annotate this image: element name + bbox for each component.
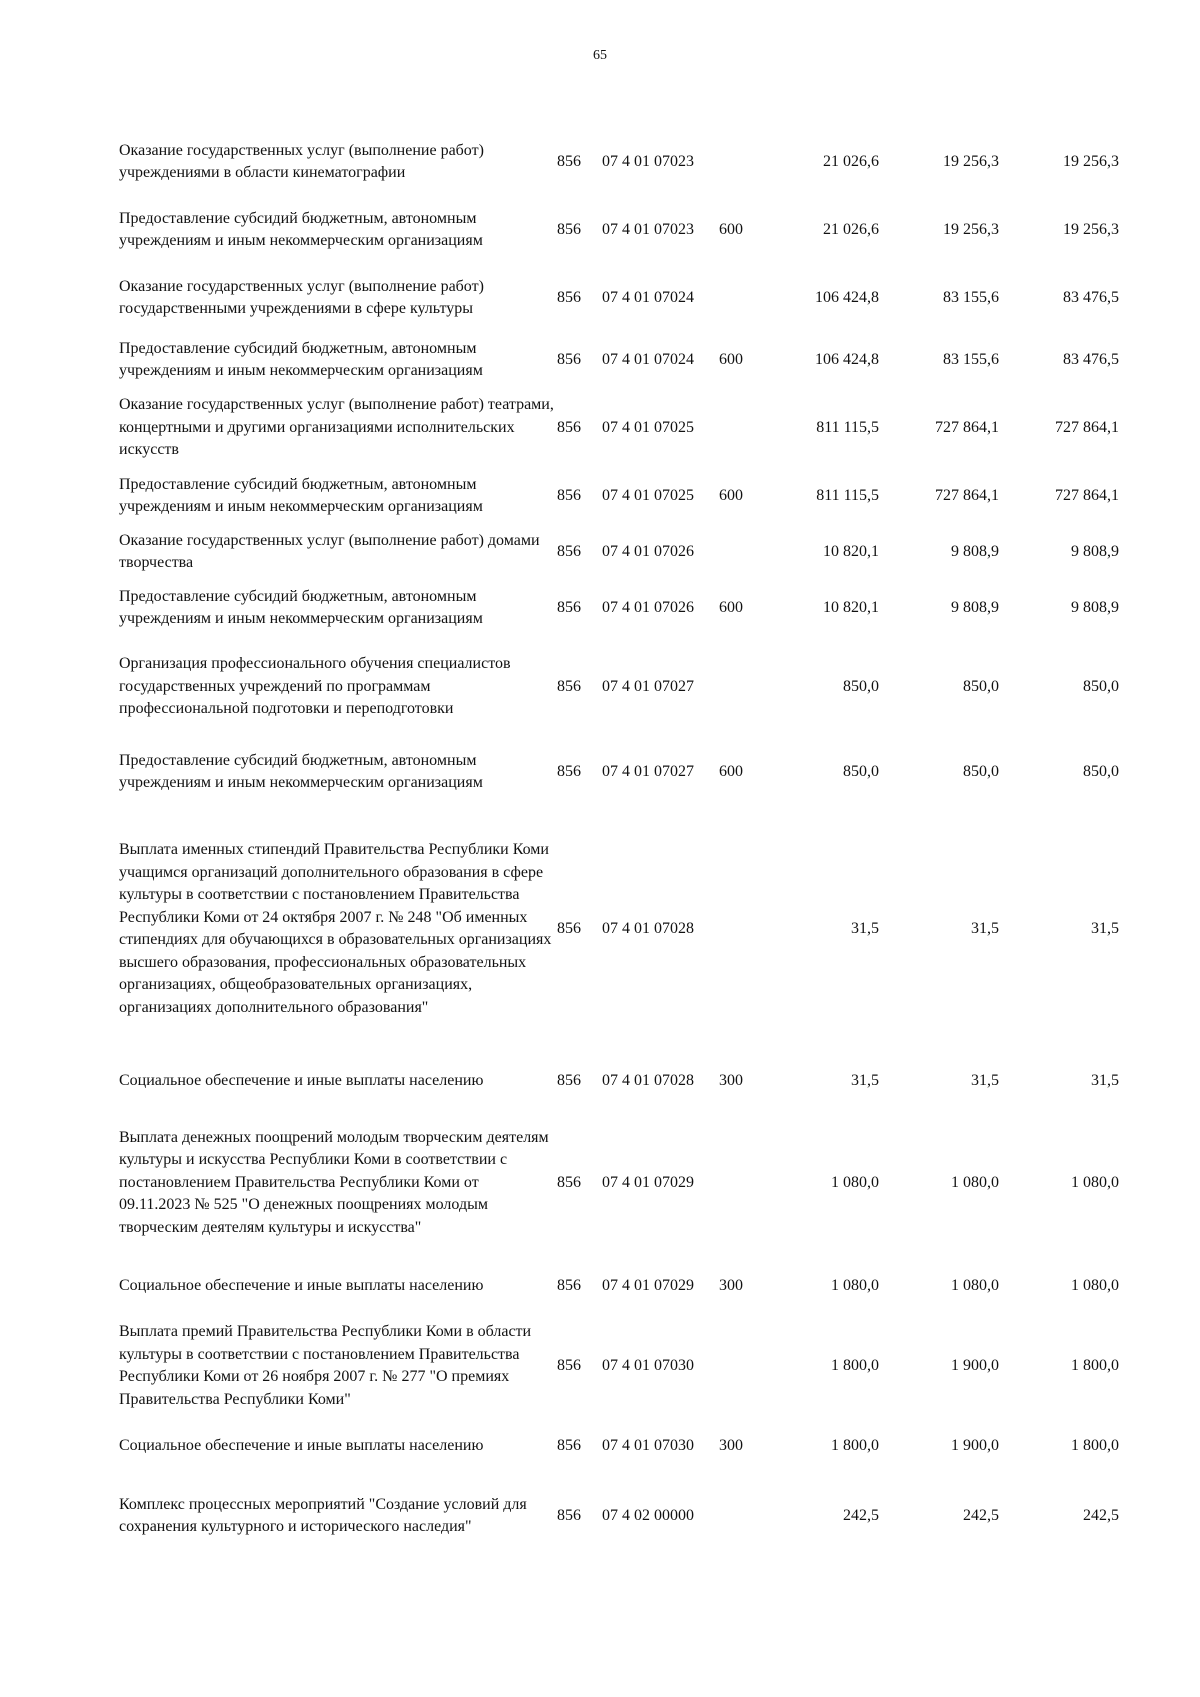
row-sum-1: 31,5 <box>851 1071 879 1089</box>
row-name: Предоставление субсидий бюджетным, автономным учреждениям и иным некоммерческим организациям <box>119 751 483 791</box>
row-gr-code: 856 <box>557 152 581 170</box>
row-sum-1: 850,0 <box>843 677 879 695</box>
table-row <box>119 1110 1119 1256</box>
row-csr-code: 07 4 01 07026 <box>602 598 694 616</box>
row-gr-code: 856 <box>557 288 581 306</box>
row-gr-code: 856 <box>557 418 581 436</box>
table-row <box>119 1316 1119 1416</box>
row-sum-1: 1 080,0 <box>831 1173 879 1191</box>
table-row <box>119 580 1119 636</box>
row-name: Выплата именных стипендий Правительства Республики Коми учащимся организаций дополнительного образования в сфере культуры в соответствии с постановлением Правительства Республики Коми от 24 октября 2007 г. № 248 "Об именных стипендиях для обучающихся в образовательных организациях высшего образования, профессиональных образовательных организациях, общеобразовательных организациях, организациях дополнительного образования" <box>119 841 552 1016</box>
row-sum-1: 850,0 <box>843 762 879 780</box>
row-sum-3: 850,0 <box>1083 762 1119 780</box>
row-sum-1: 811 115,5 <box>816 486 879 504</box>
row-gr-code: 856 <box>557 598 581 616</box>
row-sum-1: 21 026,6 <box>823 152 879 170</box>
table-row <box>119 264 1119 332</box>
row-sum-1: 811 115,5 <box>816 418 879 436</box>
row-gr-code: 856 <box>557 677 581 695</box>
row-name: Оказание государственных услуг (выполнение работ) учреждениями в области кинематографии <box>119 141 484 181</box>
row-sum-2: 19 256,3 <box>943 152 999 170</box>
row-gr-code: 856 <box>557 1436 581 1454</box>
row-csr-code: 07 4 01 07023 <box>602 152 694 170</box>
row-sum-2: 727 864,1 <box>935 486 999 504</box>
table-row <box>119 524 1119 580</box>
row-gr-code: 856 <box>557 350 581 368</box>
table-row <box>119 1052 1119 1110</box>
row-sum-3: 1 080,0 <box>1071 1276 1119 1294</box>
row-csr-code: 07 4 01 07030 <box>602 1436 694 1454</box>
row-name: Выплата премий Правительства Республики Коми в области культуры в соответствии с постановлением Правительства Республики Коми от 26 ноября 2007 г. № 277 "О премиях Правительства Республики Коми" <box>119 1323 532 1408</box>
table-row <box>119 388 1119 468</box>
row-sum-1: 21 026,6 <box>823 220 879 238</box>
row-sum-2: 9 808,9 <box>951 542 999 560</box>
row-sum-3: 19 256,3 <box>1063 152 1119 170</box>
row-gr-code: 856 <box>557 1173 581 1191</box>
row-gr-code: 856 <box>557 220 581 238</box>
row-sum-3: 1 080,0 <box>1071 1173 1119 1191</box>
row-vr-code: 300 <box>719 1276 743 1294</box>
row-sum-3: 83 476,5 <box>1063 350 1119 368</box>
row-sum-3: 19 256,3 <box>1063 220 1119 238</box>
row-sum-3: 850,0 <box>1083 677 1119 695</box>
row-vr-code: 600 <box>719 598 743 616</box>
row-sum-2: 31,5 <box>971 1071 999 1089</box>
row-vr-code: 600 <box>719 220 743 238</box>
row-name: Социальное обеспечение и иные выплаты населению <box>119 1276 484 1294</box>
row-sum-2: 850,0 <box>963 762 999 780</box>
table-row <box>119 128 1119 196</box>
row-gr-code: 856 <box>557 1276 581 1294</box>
row-vr-code: 600 <box>719 350 743 368</box>
row-sum-2: 83 155,6 <box>943 288 999 306</box>
row-gr-code: 856 <box>557 1071 581 1089</box>
row-csr-code: 07 4 01 07025 <box>602 486 694 504</box>
row-sum-2: 19 256,3 <box>943 220 999 238</box>
row-sum-3: 31,5 <box>1091 919 1119 937</box>
row-sum-3: 9 808,9 <box>1071 598 1119 616</box>
row-sum-1: 1 080,0 <box>831 1276 879 1294</box>
row-sum-3: 727 864,1 <box>1055 486 1119 504</box>
row-sum-3: 727 864,1 <box>1055 418 1119 436</box>
table-row <box>119 468 1119 524</box>
row-name: Оказание государственных услуг (выполнение работ) государственными учреждениями в сфере культуры <box>119 277 484 317</box>
row-sum-1: 106 424,8 <box>815 288 879 306</box>
row-csr-code: 07 4 01 07027 <box>602 762 694 780</box>
row-sum-2: 727 864,1 <box>935 418 999 436</box>
row-csr-code: 07 4 01 07024 <box>602 288 694 306</box>
table-row <box>119 636 1119 738</box>
row-sum-1: 31,5 <box>851 919 879 937</box>
row-sum-3: 83 476,5 <box>1063 288 1119 306</box>
row-name: Оказание государственных услуг (выполнение работ) театрами, концертными и другими организациями исполнительских искусств <box>119 396 554 459</box>
row-name: Предоставление субсидий бюджетным, автономным учреждениям и иным некоммерческим организациям <box>119 339 483 379</box>
row-sum-2: 31,5 <box>971 919 999 937</box>
table-row <box>119 1256 1119 1316</box>
row-sum-2: 1 900,0 <box>951 1436 999 1454</box>
row-sum-2: 242,5 <box>963 1506 999 1524</box>
row-csr-code: 07 4 01 07030 <box>602 1356 694 1374</box>
row-sum-1: 242,5 <box>843 1506 879 1524</box>
row-sum-2: 1 080,0 <box>951 1173 999 1191</box>
row-vr-code: 300 <box>719 1071 743 1089</box>
table-row <box>119 1416 1119 1476</box>
row-sum-3: 242,5 <box>1083 1506 1119 1524</box>
table-row <box>119 332 1119 388</box>
budget-table <box>119 128 1119 1556</box>
row-sum-3: 31,5 <box>1091 1071 1119 1089</box>
row-sum-1: 1 800,0 <box>831 1356 879 1374</box>
row-gr-code: 856 <box>557 919 581 937</box>
row-name: Предоставление субсидий бюджетным, автономным учреждениям и иным некоммерческим организациям <box>119 475 483 515</box>
row-sum-2: 850,0 <box>963 677 999 695</box>
row-csr-code: 07 4 01 07024 <box>602 350 694 368</box>
row-sum-2: 83 155,6 <box>943 350 999 368</box>
row-csr-code: 07 4 01 07029 <box>602 1173 694 1191</box>
row-sum-2: 1 900,0 <box>951 1356 999 1374</box>
row-gr-code: 856 <box>557 542 581 560</box>
row-gr-code: 856 <box>557 486 581 504</box>
row-csr-code: 07 4 01 07027 <box>602 677 694 695</box>
row-name: Предоставление субсидий бюджетным, автономным учреждениям и иным некоммерческим организациям <box>119 209 483 249</box>
table-row <box>119 1476 1119 1556</box>
row-csr-code: 07 4 01 07029 <box>602 1276 694 1294</box>
page-number: 65 <box>593 48 607 63</box>
row-name: Организация профессионального обучения специалистов государственных учреждений по программам профессиональной подготовки и переподготовки <box>119 655 511 718</box>
row-vr-code: 600 <box>719 486 743 504</box>
row-csr-code: 07 4 01 07028 <box>602 1071 694 1089</box>
row-sum-1: 10 820,1 <box>823 542 879 560</box>
row-gr-code: 856 <box>557 1356 581 1374</box>
table-row <box>119 196 1119 264</box>
row-csr-code: 07 4 01 07028 <box>602 919 694 937</box>
row-name: Выплата денежных поощрений молодым творческим деятелям культуры и искусства Республики Коми в соответствии с постановлением Правительства Республики Коми от 09.11.2023 № 525 "О денежных поощрениях молодым творческим деятелям культуры и искусства" <box>119 1128 549 1236</box>
row-sum-3: 9 808,9 <box>1071 542 1119 560</box>
row-csr-code: 07 4 02 00000 <box>602 1506 694 1524</box>
row-sum-2: 1 080,0 <box>951 1276 999 1294</box>
row-sum-1: 106 424,8 <box>815 350 879 368</box>
row-sum-1: 10 820,1 <box>823 598 879 616</box>
table-row <box>119 806 1119 1052</box>
row-name: Предоставление субсидий бюджетным, автономным учреждениям и иным некоммерческим организациям <box>119 587 483 627</box>
row-sum-3: 1 800,0 <box>1071 1436 1119 1454</box>
row-csr-code: 07 4 01 07026 <box>602 542 694 560</box>
row-sum-3: 1 800,0 <box>1071 1356 1119 1374</box>
table-row <box>119 738 1119 806</box>
row-name: Комплекс процессных мероприятий "Создание условий для сохранения культурного и исторического наследия" <box>119 1495 527 1535</box>
row-name: Социальное обеспечение и иные выплаты населению <box>119 1071 484 1089</box>
row-name: Оказание государственных услуг (выполнение работ) домами творчества <box>119 531 540 571</box>
row-vr-code: 600 <box>719 762 743 780</box>
row-csr-code: 07 4 01 07025 <box>602 418 694 436</box>
row-name: Социальное обеспечение и иные выплаты населению <box>119 1436 484 1454</box>
row-gr-code: 856 <box>557 762 581 780</box>
row-vr-code: 300 <box>719 1436 743 1454</box>
row-csr-code: 07 4 01 07023 <box>602 220 694 238</box>
row-sum-2: 9 808,9 <box>951 598 999 616</box>
row-gr-code: 856 <box>557 1506 581 1524</box>
row-sum-1: 1 800,0 <box>831 1436 879 1454</box>
